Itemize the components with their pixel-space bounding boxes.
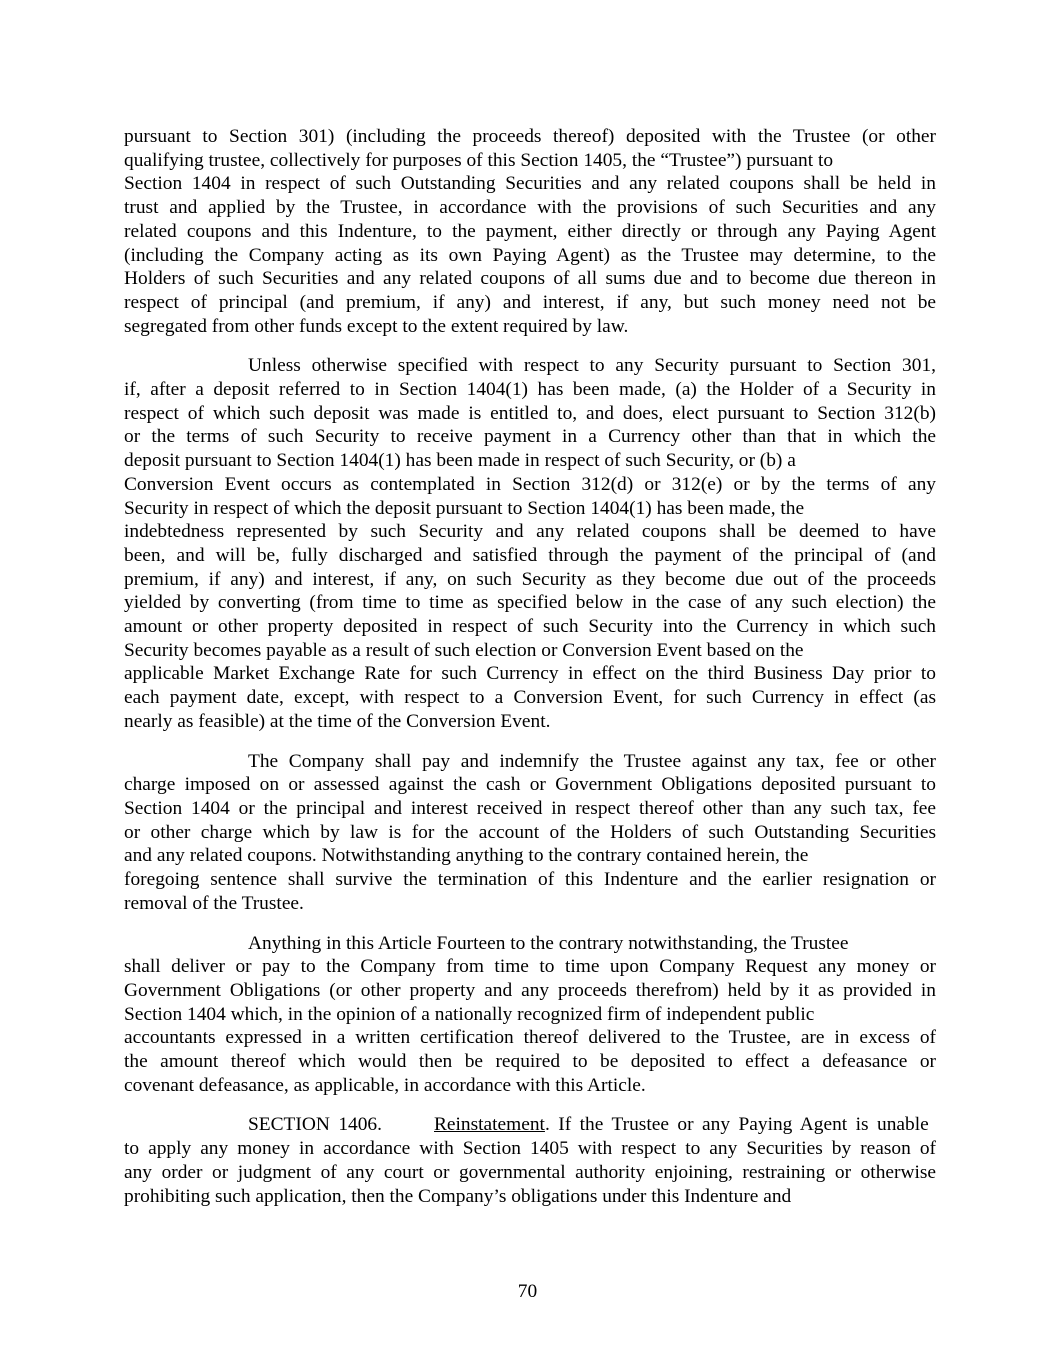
text-line: yielded by converting (from time to time as specified below in the case of any such election) the bbox=[124, 592, 936, 614]
text-line: Security becomes payable as a result of such election or Conversion Event based on the bbox=[124, 639, 804, 661]
text-line: charge imposed on or assessed against the cash or Government Obligations deposited pursuant to bbox=[124, 774, 936, 796]
text-line: shall deliver or pay to the Company from time to time upon Company Request any money or bbox=[124, 956, 936, 978]
text-line bbox=[124, 750, 936, 774]
text-line: Section 1404 in respect of such Outstanding Securities and any related coupons shall be held in bbox=[124, 173, 936, 195]
text-line: premium, if any) and interest, if any, on such Security as they become due out of the proceeds bbox=[124, 568, 936, 590]
section-number: SECTION 1406. bbox=[248, 1114, 382, 1136]
section-first-line-rest: . If the Trustee or any Paying Agent is unable bbox=[544, 1114, 929, 1136]
text-line: respect of which such deposit was made is entitled to, and does, elect pursuant to Section 312(b) bbox=[124, 402, 936, 424]
text-line: or the terms of such Security to receive payment in a Currency other than that in which the bbox=[124, 426, 936, 448]
text-line bbox=[124, 932, 936, 956]
text-line: been, and will be, fully discharged and satisfied through the payment of the principal of (and bbox=[124, 544, 936, 566]
text-line: nearly as feasible) at the time of the Conversion Event. bbox=[124, 710, 551, 732]
text-line: accountants expressed in a written certification thereof delivered to the Trustee, are in excess of bbox=[124, 1027, 936, 1049]
text-line: pursuant to Section 301) (including the proceeds thereof) deposited with the Trustee (or other bbox=[124, 126, 936, 147]
text-line: and any related coupons. Notwithstanding anything to the contrary contained herein, the bbox=[124, 845, 809, 867]
paragraph-excess-return bbox=[124, 932, 936, 1098]
text-line-content: Anything in this Article Fourteen to the contrary notwithstanding, the Trustee bbox=[248, 932, 849, 954]
text-line: related coupons and this Indenture, to the payment, either directly or through any Paying Agent bbox=[124, 220, 936, 242]
text-line: indebtedness represented by such Security and any related coupons shall be deemed to have bbox=[124, 521, 936, 543]
paragraph-trust-deposit bbox=[124, 125, 936, 338]
text-line: deposit pursuant to Section 1404(1) has been made in respect of such Security, or (b) a bbox=[124, 450, 796, 472]
text-line: removal of the Trustee. bbox=[124, 892, 304, 914]
text-line: any order or judgment of any court or governmental authority enjoining, restraining or otherwise bbox=[124, 1161, 936, 1183]
text-line-content: Unless otherwise specified with respect to any Security pursuant to Section 301, bbox=[248, 355, 936, 377]
text-line: respect of principal (and premium, if any) and interest, if any, but such money need not be bbox=[124, 291, 936, 313]
text-line: prohibiting such application, then the Company’s obligations under this Indenture and bbox=[124, 1185, 792, 1207]
text-line: Section 1404 which, in the opinion of a nationally recognized firm of independent public bbox=[124, 1003, 815, 1025]
text-line: (including the Company acting as its own Paying Agent) as the Trustee may determine, to the bbox=[124, 244, 936, 266]
page-number: 70 bbox=[517, 1281, 538, 1302]
text-line: the amount thereof which would then be required to be deposited to effect a defeasance or bbox=[124, 1051, 936, 1073]
text-line: Holders of such Securities and any related coupons of all sums due and to become due thereon in bbox=[124, 268, 936, 290]
section-heading-line bbox=[124, 1113, 936, 1137]
text-line: Conversion Event occurs as contemplated in Section 312(d) or 312(e) or by the terms of any bbox=[124, 473, 936, 495]
text-line: covenant defeasance, as applicable, in accordance with this Article. bbox=[124, 1074, 646, 1096]
text-line: Section 1404 or the principal and interest received in respect thereof other than any such tax, fee bbox=[124, 797, 936, 819]
text-line-content: The Company shall pay and indemnify the Trustee against any tax, fee or other bbox=[248, 750, 936, 772]
paragraph-currency-conversion bbox=[124, 354, 936, 733]
text-line: amount or other property deposited in respect of such Security into the Currency in which such bbox=[124, 616, 936, 638]
paragraph-tax-indemnity bbox=[124, 750, 936, 916]
text-line: applicable Market Exchange Rate for such Currency in effect on the third Business Day prior to bbox=[124, 663, 936, 685]
text-line: if, after a deposit referred to in Section 1404(1) has been made, (a) the Holder of a Security in bbox=[124, 379, 936, 401]
text-line: Government Obligations (or other property and any proceeds therefrom) held by it as provided in bbox=[124, 979, 936, 1001]
section-1406-reinstatement bbox=[124, 1113, 936, 1208]
text-line: trust and applied by the Trustee, in accordance with the provisions of such Securities and any bbox=[124, 197, 936, 219]
text-line: segregated from other funds except to the extent required by law. bbox=[124, 315, 629, 337]
text-line: each payment date, except, with respect to a Conversion Event, for such Currency in effect (as bbox=[124, 687, 936, 709]
text-line: to apply any money in accordance with Section 1405 with respect to any Securities by reason of bbox=[124, 1138, 936, 1160]
text-line: foregoing sentence shall survive the termination of this Indenture and the earlier resignation or bbox=[124, 869, 936, 891]
text-line bbox=[124, 354, 936, 378]
text-line: or other charge which by law is for the account of the Holders of such Outstanding Securities bbox=[124, 821, 936, 843]
section-heading: Reinstatement bbox=[434, 1114, 545, 1136]
body-text bbox=[124, 125, 936, 1224]
text-line: qualifying trustee, collectively for purposes of this Section 1405, the “Trustee”) pursuant to bbox=[124, 149, 834, 171]
text-line: Security in respect of which the deposit pursuant to Section 1404(1) has been made, the bbox=[124, 497, 805, 519]
